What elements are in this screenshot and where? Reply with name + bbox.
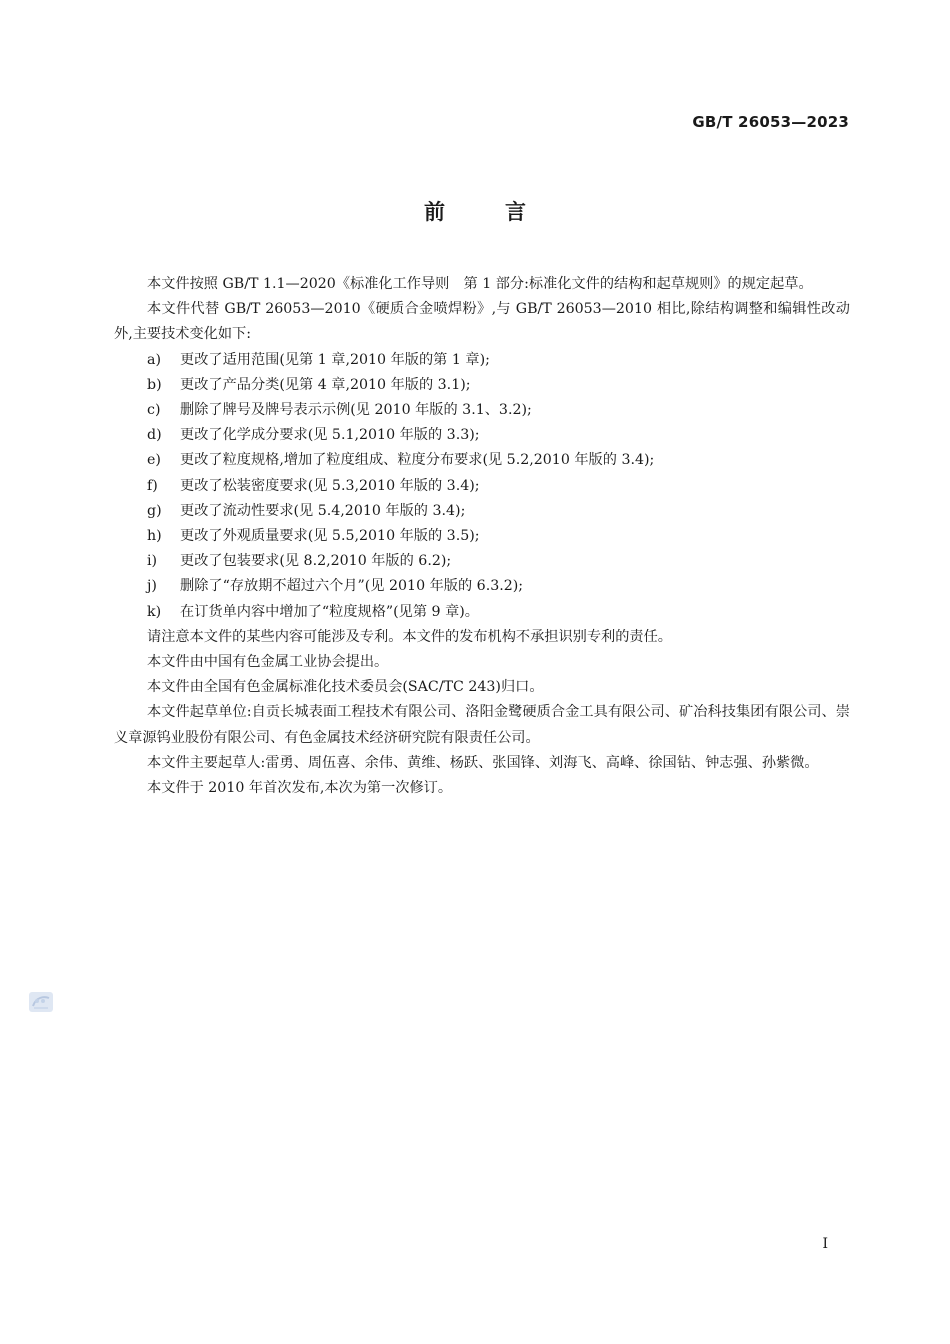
list-item: [114, 499, 850, 524]
list-item-text: 更改了化学成分要求(见 5.1,2010 年版的 3.3);: [180, 427, 480, 444]
standard-code: GB/T 26053—2023: [692, 113, 849, 131]
list-item: [114, 373, 850, 398]
list-item: [114, 524, 850, 549]
list-item-marker: g): [147, 502, 162, 519]
list-item-marker: d): [147, 427, 162, 444]
list-item-marker: e): [147, 452, 161, 469]
list-item-text: 更改了外观质量要求(见 5.5,2010 年版的 3.5);: [180, 528, 480, 545]
page-number: I: [822, 1236, 828, 1252]
list-item: [114, 423, 850, 448]
changes-list: [114, 348, 850, 625]
list-item: [114, 398, 850, 423]
list-item-marker: f): [147, 477, 158, 494]
list-item-marker: i): [147, 553, 158, 570]
list-item-text: 更改了粒度规格,增加了粒度组成、粒度分布要求(见 5.2,2010 年版的 3.4);: [180, 452, 655, 469]
list-item: [114, 600, 850, 625]
list-item: [114, 574, 850, 599]
paragraph-patent-notice: 请注意本文件的某些内容可能涉及专利。本文件的发布机构不承担识别专利的责任。: [147, 628, 672, 645]
paragraph-drafting-organizations: 本文件起草单位:自贡长城表面工程技术有限公司、洛阳金鹭硬质合金工具有限公司、矿冶科技集团有限公司、崇义章源钨业股份有限公司、有色金属技术经济研究院有限责任公司。: [114, 704, 850, 746]
foreword-content: [114, 272, 850, 801]
list-item: [114, 474, 850, 499]
paragraph-technical-committee: 本文件由全国有色金属标准化技术委员会(SAC/TC 243)归口。: [147, 679, 544, 696]
page-title: 前言: [424, 200, 586, 224]
list-item-text: 更改了松装密度要求(见 5.3,2010 年版的 3.4);: [180, 477, 480, 494]
list-item-marker: a): [147, 351, 161, 368]
paragraph-publication-history: 本文件于 2010 年首次发布,本次为第一次修订。: [147, 780, 453, 797]
list-item-marker: h): [147, 528, 162, 545]
sac-logo-icon: [28, 991, 54, 1013]
paragraph-replaces: 本文件代替 GB/T 26053—2010《硬质合金喷焊粉》,与 GB/T 26053—2010 相比,除结构调整和编辑性改动外,主要技术变化如下:: [114, 301, 850, 343]
list-item-text: 更改了包装要求(见 8.2,2010 年版的 6.2);: [180, 553, 452, 570]
list-item: [114, 348, 850, 373]
paragraph-proposed-by: 本文件由中国有色金属工业协会提出。: [147, 654, 389, 671]
paragraph-drafting-rules: 本文件按照 GB/T 1.1—2020《标准化工作导则 第 1 部分:标准化文件的结构和起草规则》的规定起草。: [147, 276, 813, 292]
list-item-marker: b): [147, 376, 162, 393]
list-item: [114, 549, 850, 574]
list-item-text: 更改了流动性要求(见 5.4,2010 年版的 3.4);: [180, 502, 466, 519]
list-item-marker: k): [147, 603, 162, 620]
list-item-text: 删除了“存放期不超过六个月”(见 2010 年版的 6.3.2);: [180, 578, 524, 595]
list-item-text: 更改了产品分类(见第 4 章,2010 年版的 3.1);: [180, 376, 471, 393]
list-item-marker: c): [147, 402, 161, 419]
paragraph-drafters: 本文件主要起草人:雷勇、周伍喜、余伟、黄维、杨跃、张国锋、刘海飞、高峰、徐国钻、钟志强、孙紫微。: [147, 754, 819, 771]
list-item-text: 在订货单内容中增加了“粒度规格”(见第 9 章)。: [180, 603, 479, 620]
list-item-text: 更改了适用范围(见第 1 章,2010 年版的第 1 章);: [180, 351, 490, 368]
list-item-marker: j): [147, 578, 157, 595]
list-item-text: 删除了牌号及牌号表示示例(见 2010 年版的 3.1、3.2);: [180, 402, 532, 419]
list-item: [114, 448, 850, 473]
